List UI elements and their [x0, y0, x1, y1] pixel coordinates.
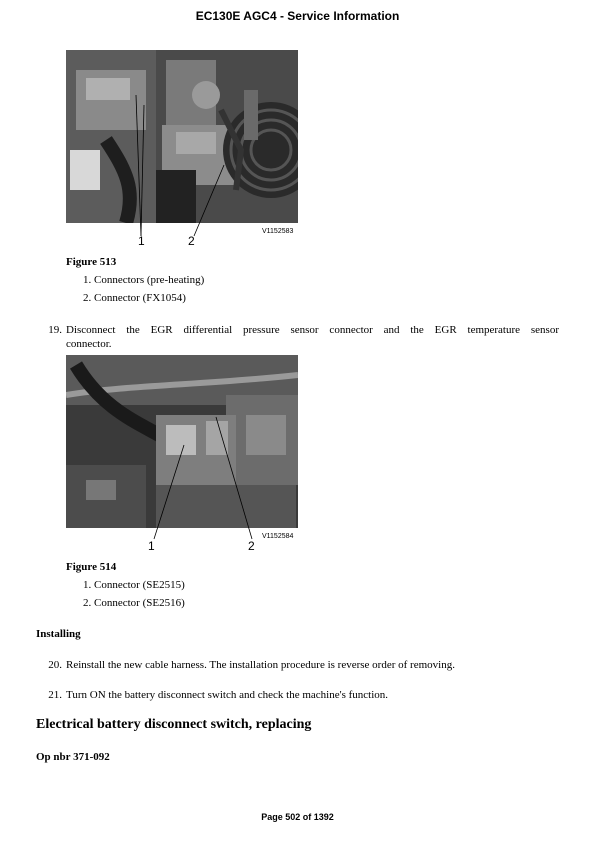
step-text: Turn ON the battery disconnect switch and check the machine's function.: [66, 689, 389, 701]
figure-item: 1. Connectors (pre-heating): [83, 274, 205, 286]
image-id: V1152583: [262, 228, 294, 235]
callout-1: 1: [138, 234, 145, 248]
callout-2: 2: [248, 539, 255, 553]
installing-heading: Installing: [36, 628, 81, 640]
callout-lines-513: [66, 50, 298, 246]
section-title: Electrical battery disconnect switch, replacing: [36, 717, 312, 732]
figure-caption: Figure 513: [66, 256, 117, 268]
page-header: EC130E AGC4 - Service Information: [195, 9, 400, 23]
step-text: Reinstall the new cable harness. The installation procedure is reverse order of removing.: [66, 659, 455, 671]
figure-513: [66, 50, 298, 246]
op-number: Op nbr 371-092: [36, 751, 110, 763]
figure-item: 2. Connector (SE2516): [83, 597, 185, 609]
step-number: 20.: [48, 659, 62, 671]
step-text-line1: Disconnect the EGR differential pressure sensor connector and the EGR temperature sensor: [66, 324, 559, 336]
callout-1: 1: [148, 539, 155, 553]
step-number: 21.: [48, 689, 62, 701]
page-footer: Page 502 of 1392: [261, 812, 334, 822]
callout-2: 2: [188, 234, 195, 248]
callout-lines-514: [66, 355, 298, 551]
figure-514: [66, 355, 298, 551]
figure-item: 1. Connector (SE2515): [83, 579, 185, 591]
figure-item: 2. Connector (FX1054): [83, 292, 186, 304]
image-id: V1152584: [262, 533, 294, 540]
step-number: 19.: [48, 324, 62, 336]
figure-caption: Figure 514: [66, 561, 117, 573]
step-text-line2: connector.: [66, 338, 112, 350]
